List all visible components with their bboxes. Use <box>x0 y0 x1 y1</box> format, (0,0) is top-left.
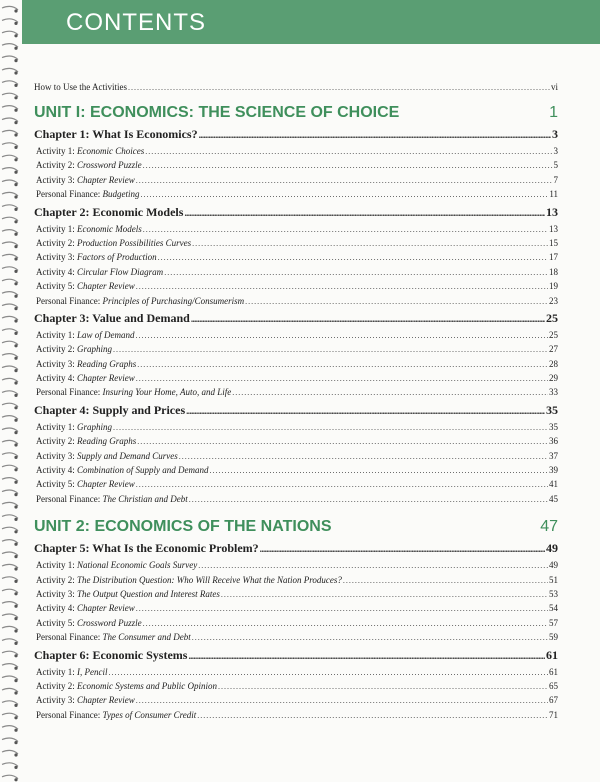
activity-entry[interactable] <box>34 279 558 293</box>
activity-prefix: Activity 3: <box>36 588 75 599</box>
spiral-hole <box>14 481 17 484</box>
spiral-hole <box>14 133 17 136</box>
leader-dots <box>189 492 548 506</box>
activity-entry[interactable] <box>34 708 558 722</box>
activity-page-number: 7 <box>553 174 558 185</box>
activity-page-number: 19 <box>549 281 558 292</box>
chapter-page-number: 13 <box>546 204 558 219</box>
spiral-hole <box>14 704 17 707</box>
activity-title: Economic Choices <box>77 146 145 156</box>
unit-heading[interactable] <box>34 102 558 124</box>
leader-dots <box>199 125 551 144</box>
activity-label <box>36 434 136 448</box>
activity-entry[interactable] <box>34 693 558 707</box>
activity-page-number: 33 <box>549 387 558 398</box>
spiral-hole <box>14 729 17 732</box>
activity-page-number: 49 <box>549 560 558 571</box>
page-title: CONTENTS <box>66 9 206 36</box>
activity-label <box>36 187 140 201</box>
activity-prefix: Activity 3: <box>36 252 75 263</box>
activity-page-number: 5 <box>553 160 558 171</box>
activity-prefix: Activity 4: <box>36 603 75 614</box>
chapter-page-number: 61 <box>546 647 558 662</box>
spiral-hole <box>14 381 17 384</box>
activity-page-number: 36 <box>549 436 558 447</box>
leader-dots <box>192 236 548 250</box>
activity-prefix: Activity 5: <box>36 617 75 628</box>
spiral-hole <box>14 778 17 781</box>
spiral-hole <box>14 121 17 124</box>
activity-title: Chapter Review <box>77 479 135 490</box>
activity-page-number: 3 <box>553 146 558 156</box>
activity-entry[interactable] <box>34 463 558 477</box>
toc-page-number: vi <box>550 82 558 92</box>
activity-label <box>36 492 188 506</box>
activity-entry[interactable] <box>34 477 558 491</box>
spiral-hole <box>14 369 17 372</box>
leader-dots <box>109 665 549 679</box>
spiral-hole <box>14 96 17 99</box>
activity-entry[interactable] <box>34 616 558 630</box>
spiral-hole <box>14 431 17 434</box>
spiral-hole <box>14 319 17 322</box>
activity-page-number: 39 <box>549 465 558 476</box>
leader-dots <box>218 679 548 693</box>
activity-entry[interactable] <box>34 342 558 356</box>
activity-label <box>36 222 142 236</box>
activity-label <box>36 328 135 342</box>
spiral-hole <box>14 109 17 112</box>
leader-dots <box>143 616 548 630</box>
activity-prefix: Personal Finance: <box>36 709 101 720</box>
activity-entry[interactable] <box>34 328 558 342</box>
spiral-hole <box>14 493 17 496</box>
activity-label <box>36 357 136 371</box>
spiral-hole <box>14 208 17 211</box>
chapter-entry[interactable] <box>34 646 558 665</box>
unit-title: UNIT I: ECONOMICS: THE SCIENCE OF CHOICE <box>34 104 400 121</box>
activity-title: Economic Models <box>77 223 142 234</box>
activity-title: Law of Demand <box>77 329 135 340</box>
leader-dots <box>141 187 549 201</box>
leader-dots <box>221 587 548 601</box>
activity-entry[interactable] <box>34 144 558 158</box>
activity-title: Principles of Purchasing/Consumerism <box>102 295 245 306</box>
activity-page-number: 71 <box>549 709 558 720</box>
activity-prefix: Activity 2: <box>36 237 75 248</box>
activity-label <box>36 601 135 615</box>
activity-page-number: 51 <box>549 574 558 585</box>
activity-prefix: Activity 3: <box>36 450 75 461</box>
activity-title: Types of Consumer Credit <box>102 709 197 720</box>
activity-label <box>36 679 217 693</box>
activity-prefix: Activity 1: <box>36 560 75 571</box>
activity-prefix: Activity 1: <box>36 421 75 432</box>
activity-entry[interactable] <box>34 294 558 308</box>
activity-entry[interactable] <box>34 187 558 201</box>
activity-prefix: Personal Finance: <box>36 632 101 643</box>
activity-prefix: Activity 1: <box>36 223 75 234</box>
activity-page-number: 37 <box>549 450 558 461</box>
activity-entry[interactable] <box>34 601 558 615</box>
unit-heading[interactable] <box>34 516 558 538</box>
spiral-hole <box>14 9 17 12</box>
activity-prefix: Activity 3: <box>36 358 75 369</box>
toc-intro-entry[interactable] <box>34 80 558 94</box>
activity-prefix: Activity 4: <box>36 465 75 476</box>
unit-page-number: 1 <box>549 104 558 121</box>
leader-dots <box>137 434 548 448</box>
spiral-hole <box>14 357 17 360</box>
leader-dots <box>137 357 548 371</box>
spiral-hole <box>14 667 17 670</box>
leader-dots <box>197 708 548 722</box>
spiral-hole <box>14 617 17 620</box>
activity-label <box>36 558 197 572</box>
activity-entry[interactable] <box>34 222 558 236</box>
spiral-hole <box>14 394 17 397</box>
spiral-hole <box>14 282 17 285</box>
spiral-hole <box>14 22 17 25</box>
spiral-hole <box>14 419 17 422</box>
activity-prefix: Activity 1: <box>36 666 75 677</box>
activity-page-number: 17 <box>549 252 558 263</box>
spiral-hole <box>14 518 17 521</box>
leader-dots <box>136 328 548 342</box>
activity-title: Reading Graphs <box>77 436 137 447</box>
activity-title: Graphing <box>77 421 113 432</box>
activity-page-number: 67 <box>549 695 558 706</box>
activity-label <box>36 371 135 385</box>
leader-dots <box>113 342 548 356</box>
activity-page-number: 53 <box>549 588 558 599</box>
spiral-hole <box>14 530 17 533</box>
leader-dots <box>210 463 549 477</box>
activity-title: Crossword Puzzle <box>77 160 142 171</box>
spiral-hole <box>14 195 17 198</box>
spiral-hole <box>14 753 17 756</box>
leader-dots <box>145 144 552 158</box>
activity-prefix: Activity 2: <box>36 574 75 585</box>
activity-page-number: 23 <box>549 295 558 306</box>
activity-title: National Economic Goals Survey <box>77 560 198 571</box>
leader-dots <box>164 265 548 279</box>
activity-entry[interactable] <box>34 558 558 572</box>
activity-title: The Distribution Question: Who Will Receive What the Nation Produces? <box>77 574 342 585</box>
spiral-hole <box>14 543 17 546</box>
activity-title: Crossword Puzzle <box>77 617 142 628</box>
spiral-hole <box>14 245 17 248</box>
spiral-hole <box>14 406 17 409</box>
activity-entry[interactable] <box>34 173 558 187</box>
activity-title: The Output Question and Interest Rates <box>77 588 220 599</box>
activity-page-number: 29 <box>549 373 558 384</box>
activity-entry[interactable] <box>34 158 558 172</box>
spiral-hole <box>14 456 17 459</box>
leader-dots <box>343 573 548 587</box>
chapter-entry[interactable] <box>34 125 558 144</box>
activity-prefix: Activity 2: <box>36 344 75 355</box>
spiral-hole <box>14 642 17 645</box>
table-of-contents <box>34 80 558 722</box>
leader-dots <box>113 420 548 434</box>
activity-prefix: Activity 3: <box>36 174 75 185</box>
spiral-hole <box>14 555 17 558</box>
leader-dots <box>191 309 545 328</box>
activity-page-number: 13 <box>549 223 558 234</box>
activity-title: Chapter Review <box>77 603 135 614</box>
activity-page-number: 15 <box>549 237 558 248</box>
activity-entry[interactable] <box>34 587 558 601</box>
activity-label <box>36 693 135 707</box>
spiral-hole <box>14 344 17 347</box>
leader-dots <box>179 449 548 463</box>
activity-label <box>36 236 191 250</box>
activity-page-number: 25 <box>549 329 558 340</box>
activity-prefix: Activity 4: <box>36 373 75 384</box>
activity-prefix: Activity 1: <box>36 146 75 156</box>
activity-page-number: 41 <box>549 479 558 490</box>
activity-entry[interactable] <box>34 385 558 399</box>
spiral-hole <box>14 146 17 149</box>
activity-title: Insuring Your Home, Auto, and Life <box>102 387 232 398</box>
activity-page-number: 27 <box>549 344 558 355</box>
activity-title: Graphing <box>77 344 113 355</box>
leader-dots <box>143 158 553 172</box>
spiral-hole <box>14 307 17 310</box>
spiral-hole <box>14 766 17 769</box>
spiral-hole <box>14 691 17 694</box>
toc-entry-label: How to Use the Activities <box>34 82 127 92</box>
activity-entry[interactable] <box>34 679 558 693</box>
activity-prefix: Activity 2: <box>36 436 75 447</box>
leader-dots <box>188 646 545 665</box>
spiral-binding <box>0 0 22 782</box>
activity-prefix: Personal Finance: <box>36 295 101 306</box>
leader-dots <box>245 294 548 308</box>
activity-label <box>36 616 142 630</box>
activity-entry[interactable] <box>34 236 558 250</box>
leader-dots <box>232 385 548 399</box>
activity-label <box>36 265 163 279</box>
activity-page-number: 57 <box>549 617 558 628</box>
activity-label <box>36 279 135 293</box>
activity-label <box>36 158 142 172</box>
chapter-entry[interactable] <box>34 309 558 328</box>
leader-dots <box>136 279 548 293</box>
chapter-title: Chapter 5: What Is the Economic Problem? <box>34 541 259 556</box>
spiral-hole <box>14 741 17 744</box>
spiral-hole <box>14 158 17 161</box>
spiral-hole <box>14 505 17 508</box>
leader-dots <box>192 630 548 644</box>
spiral-hole <box>14 270 17 273</box>
activity-page-number: 54 <box>549 603 558 614</box>
spiral-hole <box>14 34 17 37</box>
unit-title: UNIT 2: ECONOMICS OF THE NATIONS <box>34 518 332 536</box>
leader-dots <box>158 250 548 264</box>
activity-page-number: 61 <box>549 666 558 677</box>
spiral-hole <box>14 59 17 62</box>
spiral-hole <box>14 171 17 174</box>
chapter-entry[interactable] <box>34 203 558 222</box>
activity-entry[interactable] <box>34 630 558 644</box>
activity-label <box>36 342 112 356</box>
activity-title: Supply and Demand Curves <box>77 450 178 461</box>
spiral-hole <box>14 183 17 186</box>
activity-entry[interactable] <box>34 492 558 506</box>
activity-prefix: Activity 2: <box>36 680 75 691</box>
activity-prefix: Personal Finance: <box>36 387 101 398</box>
activity-entry[interactable] <box>34 449 558 463</box>
activity-prefix: Personal Finance: <box>36 493 101 504</box>
activity-page-number: 18 <box>549 266 558 277</box>
chapter-title: Chapter 3: Value and Demand <box>34 310 190 325</box>
leader-dots <box>186 401 545 420</box>
activity-prefix: Activity 2: <box>36 160 75 171</box>
activity-title: Circular Flow Diagram <box>77 266 164 277</box>
activity-label <box>36 250 157 264</box>
activity-title: The Consumer and Debt <box>102 632 191 643</box>
spiral-hole <box>14 592 17 595</box>
spiral-hole <box>14 468 17 471</box>
spiral-hole <box>14 220 17 223</box>
activity-title: Factors of Production <box>77 252 157 263</box>
spiral-hole <box>14 47 17 50</box>
chapter-title: Chapter 2: Economic Models <box>34 204 184 219</box>
chapter-page-number: 49 <box>546 541 558 556</box>
spiral-hole <box>14 629 17 632</box>
spiral-hole <box>14 233 17 236</box>
spiral-hole <box>14 679 17 682</box>
spiral-hole <box>14 567 17 570</box>
leader-dots <box>136 371 548 385</box>
activity-title: Combination of Supply and Demand <box>77 465 209 476</box>
spiral-hole <box>14 332 17 335</box>
activity-label <box>36 573 342 587</box>
activity-title: Production Possibilities Curves <box>77 237 192 248</box>
chapter-page-number: 35 <box>546 402 558 417</box>
activity-page-number: 59 <box>549 632 558 643</box>
activity-title: Reading Graphs <box>77 358 137 369</box>
activity-entry[interactable] <box>34 665 558 679</box>
spiral-hole <box>14 580 17 583</box>
spiral-hole <box>14 295 17 298</box>
activity-entry[interactable] <box>34 250 558 264</box>
activity-entry[interactable] <box>34 420 558 434</box>
leader-dots <box>143 222 548 236</box>
activity-entry[interactable] <box>34 265 558 279</box>
activity-prefix: Activity 3: <box>36 695 75 706</box>
activity-label <box>36 294 244 308</box>
spiral-hole <box>14 654 17 657</box>
activity-label <box>36 708 196 722</box>
activity-prefix: Activity 5: <box>36 281 75 292</box>
activity-title: Budgeting <box>102 189 140 200</box>
activity-title: The Christian and Debt <box>102 493 188 504</box>
activity-entry[interactable] <box>34 434 558 448</box>
leader-dots <box>136 477 548 491</box>
activity-page-number: 35 <box>549 421 558 432</box>
leader-dots <box>128 80 550 94</box>
spiral-hole <box>14 84 17 87</box>
spiral-hole <box>14 605 17 608</box>
activity-label <box>36 477 135 491</box>
activity-prefix: Activity 5: <box>36 479 75 490</box>
activity-page-number: 45 <box>549 493 558 504</box>
activity-prefix: Activity 4: <box>36 266 75 277</box>
activity-label <box>36 665 108 679</box>
activity-title: I, Pencil <box>77 666 108 677</box>
activity-page-number: 28 <box>549 358 558 369</box>
activity-label <box>36 630 191 644</box>
leader-dots <box>184 203 545 222</box>
activity-title: Chapter Review <box>77 281 135 292</box>
activity-prefix: Personal Finance: <box>36 189 101 200</box>
activity-entry[interactable] <box>34 357 558 371</box>
leader-dots <box>136 173 553 187</box>
spiral-hole <box>14 716 17 719</box>
activity-title: Chapter Review <box>77 695 135 706</box>
activity-label <box>36 420 112 434</box>
activity-title: Economic Systems and Public Opinion <box>77 680 217 691</box>
spiral-hole <box>14 443 17 446</box>
leader-dots <box>136 693 548 707</box>
chapter-entry[interactable] <box>34 539 558 558</box>
activity-title: Chapter Review <box>77 373 135 384</box>
activity-label <box>36 463 209 477</box>
activity-entry[interactable] <box>34 573 558 587</box>
activity-prefix: Activity 1: <box>36 329 75 340</box>
chapter-title: Chapter 6: Economic Systems <box>34 647 188 662</box>
chapter-entry[interactable] <box>34 401 558 420</box>
leader-dots <box>260 539 545 558</box>
chapter-page-number: 3 <box>552 127 558 141</box>
chapter-page-number: 25 <box>546 310 558 325</box>
chapter-title: Chapter 4: Supply and Prices <box>34 402 186 417</box>
header-bar <box>22 0 600 44</box>
leader-dots <box>136 601 548 615</box>
unit-page-number: 47 <box>540 518 558 536</box>
activity-label <box>36 449 178 463</box>
spiral-hole <box>14 257 17 260</box>
activity-page-number: 65 <box>549 680 558 691</box>
activity-page-number: 11 <box>549 189 558 200</box>
spiral-hole <box>14 71 17 74</box>
activity-label <box>36 385 231 399</box>
activity-entry[interactable] <box>34 371 558 385</box>
activity-title: Chapter Review <box>77 174 135 185</box>
chapter-title: Chapter 1: What Is Economics? <box>34 127 198 141</box>
activity-label <box>36 144 144 158</box>
activity-label <box>36 587 220 601</box>
activity-label <box>36 173 135 187</box>
leader-dots <box>198 558 548 572</box>
